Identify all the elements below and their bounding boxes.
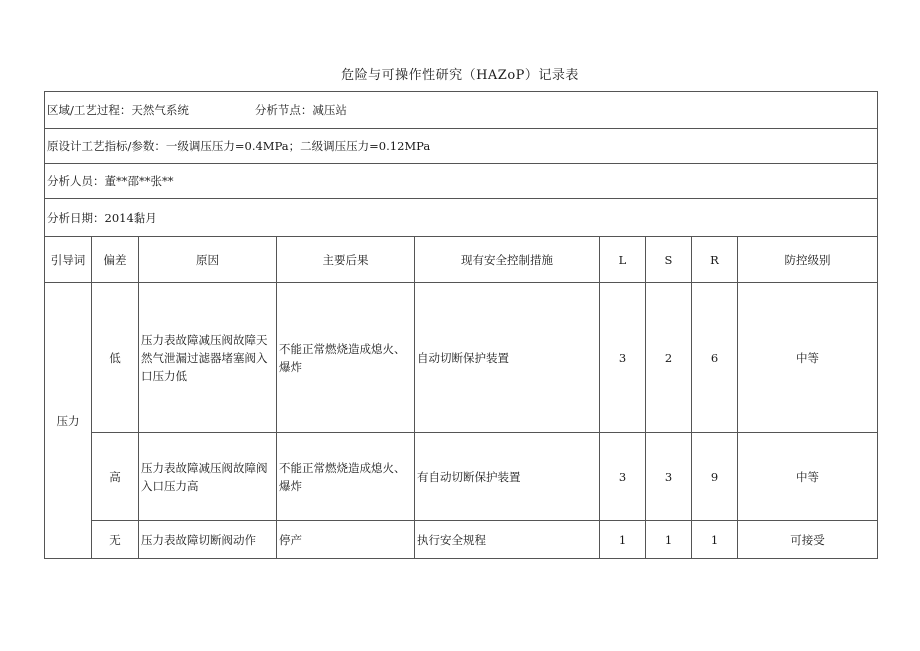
s-cell: 1 (646, 521, 692, 559)
header-consequence: 主要后果 (277, 237, 415, 283)
deviation-cell: 无 (92, 521, 139, 559)
node-value: 减压站 (312, 103, 347, 117)
level-cell: 可接受 (738, 521, 878, 559)
staff-row (45, 164, 878, 199)
control-cell: 自动切断保护装置 (415, 283, 600, 433)
header-r: R (692, 237, 738, 283)
date-value: 2014黏月 (104, 210, 157, 225)
date-row (45, 199, 878, 237)
cause-cell: 压力表故障减压阀故障阀入口压力高 (139, 433, 277, 521)
area-row (45, 92, 878, 129)
node-label: 分析节点： (254, 103, 313, 117)
table-row (45, 521, 878, 559)
control-cell: 有自动切断保护装置 (415, 433, 600, 521)
header-control: 现有安全控制措施 (415, 237, 600, 283)
table-row (45, 283, 878, 433)
level-cell: 中等 (738, 283, 878, 433)
l-cell: 1 (600, 521, 646, 559)
area-label: 区域/工艺过程： (47, 103, 132, 117)
hazop-record-table (44, 91, 878, 559)
date-label: 分析日期： (47, 210, 105, 225)
deviation-cell: 低 (92, 283, 139, 433)
staff-label: 分析人员： (47, 174, 105, 188)
r-cell: 1 (692, 521, 738, 559)
consequence-cell: 不能正常燃烧造成熄火、爆炸 (277, 283, 415, 433)
design-label: 原设计工艺指标/参数： (47, 139, 166, 153)
header-deviation: 偏差 (92, 237, 139, 283)
header-s: S (646, 237, 692, 283)
cause-cell: 压力表故障切断阀动作 (139, 521, 277, 559)
level-cell: 中等 (738, 433, 878, 521)
r-cell: 6 (692, 283, 738, 433)
design-row (45, 129, 878, 164)
s-cell: 2 (646, 283, 692, 433)
l-cell: 3 (600, 433, 646, 521)
header-guide-word: 引导词 (45, 237, 92, 283)
staff-value: 董**邵**张** (104, 174, 174, 188)
r-cell: 9 (692, 433, 738, 521)
area-value: 天然气系统 (131, 103, 189, 117)
page-title: 危险与可操作性研究（HAZoP）记录表 (341, 68, 579, 83)
s-cell: 3 (646, 433, 692, 521)
l-cell: 3 (600, 283, 646, 433)
design-value: 一级调压压力=0.4MPa；二级调压压力=0.12MPa (165, 139, 431, 153)
header-cause: 原因 (139, 237, 277, 283)
header-l: L (600, 237, 646, 283)
header-row (45, 237, 878, 283)
guide-word-cell: 压力 (45, 283, 92, 559)
consequence-cell: 不能正常燃烧造成熄火、爆炸 (277, 433, 415, 521)
control-cell: 执行安全规程 (415, 521, 600, 559)
consequence-cell: 停产 (277, 521, 415, 559)
header-level: 防控级别 (738, 237, 878, 283)
table-row (45, 433, 878, 521)
cause-cell: 压力表故障减压阀故障天然气泄漏过滤器堵塞阀入口压力低 (139, 283, 277, 433)
deviation-cell: 高 (92, 433, 139, 521)
